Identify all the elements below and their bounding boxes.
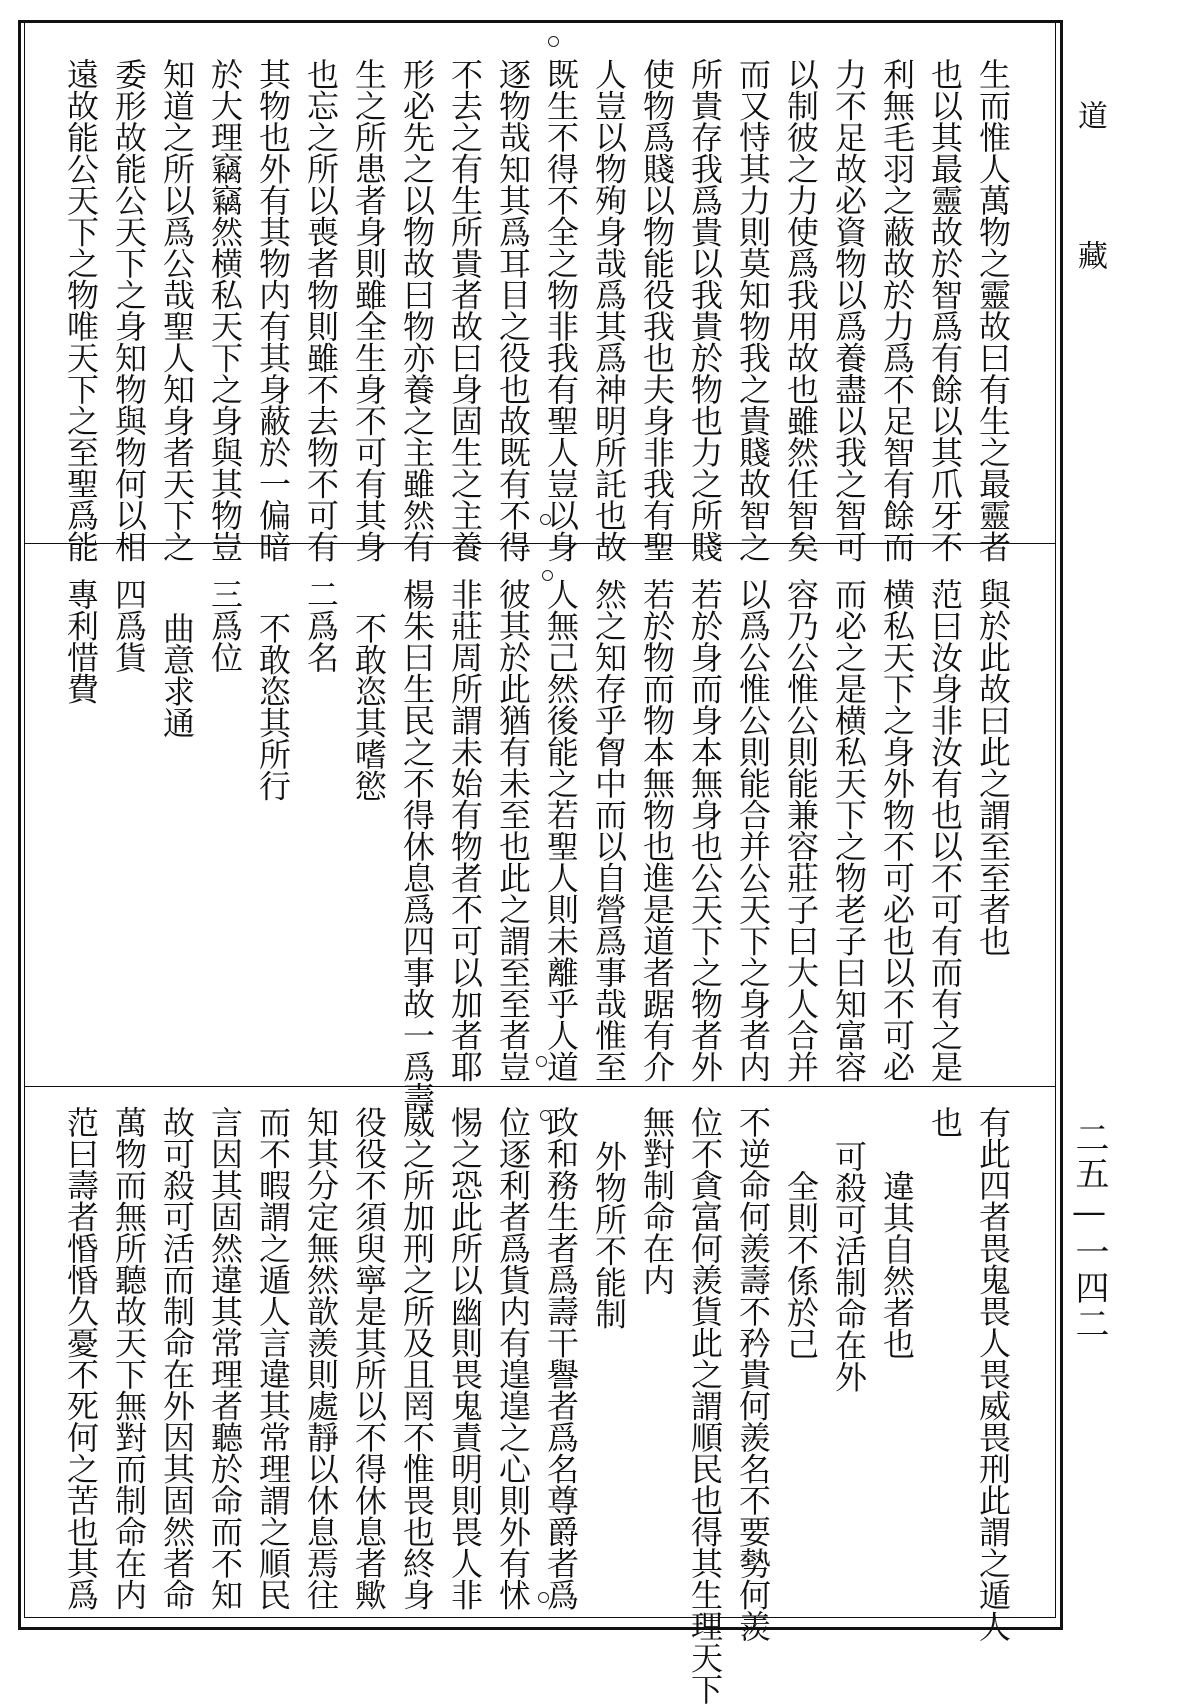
circle-mark xyxy=(542,570,553,581)
text-column: 有此四者畏鬼畏人畏威畏刑此謂之遁人 xyxy=(974,1106,1012,1642)
text-column: 所貴存我爲貴以我貴於物也力之所賤 xyxy=(686,58,724,562)
text-column: 若於物而物本無物也進是道者踞有介 xyxy=(638,578,676,1082)
text-column: 容乃公惟公則能兼容莊子曰大人合并 xyxy=(782,578,820,1082)
text-column: 萬物而無所聽故天下無對而制命在内 xyxy=(110,1106,148,1610)
text-column: 其物也外有其物内有其身蔽於一偏暗 xyxy=(254,58,292,562)
text-column: 既生不得不全之物非我有聖人豈以身 xyxy=(542,58,580,562)
text-column: 役役不須臾寧是其所以不得休息者歟 xyxy=(350,1106,388,1610)
text-column: 不逆命何羨壽不矜貴何羨名不要勢何羨 xyxy=(734,1106,772,1642)
text-column: 而不暇謂之遁人言違其常理謂之順民 xyxy=(254,1106,292,1610)
text-column: 人無己然後能之若聖人則未離乎人道 xyxy=(542,578,580,1082)
section-heading: 三爲位 xyxy=(206,578,244,673)
register-top xyxy=(62,58,1012,562)
circle-mark xyxy=(536,1056,547,1067)
text-column: 人豈以物殉身哉爲其爲神明所託也故 xyxy=(590,58,628,562)
text-column: 使物爲賤以物能役我也夫身非我有聖 xyxy=(638,58,676,562)
text-column: 也 xyxy=(926,1106,964,1138)
register-bottom xyxy=(62,1106,1012,1705)
text-column: 違其自然者也 xyxy=(878,1170,916,1359)
text-column: 楊朱曰生民之不得休息爲四事故一爲壽 xyxy=(398,578,436,1114)
text-column: 故可殺可活而制命在外因其固然者命 xyxy=(158,1106,196,1610)
text-column: 外物所不能制 xyxy=(590,1140,628,1329)
text-column: 惕之恐此所以幽則畏鬼責明則畏人非 xyxy=(446,1106,484,1610)
text-column: 利無毛羽之蔽故於力爲不足智有餘而 xyxy=(878,58,916,562)
text-column: 逐物哉知其爲耳目之役也故既有不得 xyxy=(494,58,532,562)
text-column: 位不貪富何羨貨此之謂順民也得其生理天下 xyxy=(686,1106,724,1705)
text-column: 專利惜費 xyxy=(62,578,100,704)
text-column: 不敢恣其嗜慾 xyxy=(350,612,388,801)
page-number: 二五—一四二 xyxy=(1069,1120,1109,1342)
text-column: 位逐利者爲貨内有遑遑之心則外有怵 xyxy=(494,1106,532,1610)
circle-mark xyxy=(540,1110,551,1121)
text-column: 威之所加刑之所及且罔不惟畏也終身 xyxy=(398,1106,436,1610)
text-column: 言因其固然違其常理者聽於命而不知 xyxy=(206,1106,244,1610)
circle-mark xyxy=(538,1592,549,1603)
text-column: 然之知存乎胷中而以自營爲事哉惟至 xyxy=(590,578,628,1082)
text-column: 全則不係於己 xyxy=(782,1170,820,1359)
text-column: 范曰汝身非汝有也以不可有而有之是 xyxy=(926,578,964,1082)
text-column: 以制彼之力使爲我用故也雖然任智矣 xyxy=(782,58,820,562)
text-column: 横私天下之身外物不可必也以不可必 xyxy=(878,578,916,1082)
text-column: 不敢恣其所行 xyxy=(254,612,292,801)
text-column: 於大理竊竊然横私天下之身與其物豈 xyxy=(206,58,244,562)
text-column: 范曰壽者惛惛久憂不死何之苦也其爲 xyxy=(62,1106,100,1610)
text-column: 而必之是横私天下之物老子曰知富容 xyxy=(830,578,868,1082)
circle-mark xyxy=(548,36,559,47)
text-column: 曲意求通 xyxy=(158,612,196,738)
text-column: 非莊周所謂未始有物者不可以加者耶 xyxy=(446,578,484,1082)
text-column: 知其分定無然歆羨則處靜以休息焉往 xyxy=(302,1106,340,1610)
circle-mark xyxy=(540,514,551,525)
text-column: 也忘之所以喪者物則雖不去物不可有 xyxy=(302,58,340,562)
text-column: 生而惟人萬物之靈故曰有生之最靈者 xyxy=(974,58,1012,562)
text-column: 知道之所以爲公哉聖人知身者天下之 xyxy=(158,58,196,562)
text-column: 不去之有生所貴者故曰身固生之主養 xyxy=(446,58,484,562)
register-middle xyxy=(62,578,1012,1114)
text-column: 可殺可活制命在外 xyxy=(830,1140,868,1392)
text-column: 力不足故必資物以爲養盡以我之智可 xyxy=(830,58,868,562)
collection-title: 道藏 xyxy=(1072,100,1107,380)
text-column: 形必先之以物故曰物亦養之主雖然有 xyxy=(398,58,436,562)
text-column: 而又恃其力則莫知物我之貴賤故智之 xyxy=(734,58,772,562)
text-column: 也以其最靈故於智爲有餘以其爪牙不 xyxy=(926,58,964,562)
text-column: 政和務生者爲壽干譽者爲名尊爵者爲 xyxy=(542,1106,580,1610)
section-heading: 二爲名 xyxy=(302,578,340,673)
text-column: 彼其於此猶有未至也此之謂至至者豈 xyxy=(494,578,532,1082)
section-heading: 四爲貨 xyxy=(110,578,148,673)
text-column: 委形故能公天下之身知物與物何以相 xyxy=(110,58,148,562)
text-column: 以爲公惟公則能合并公天下之身者内 xyxy=(734,578,772,1082)
text-column: 若於身而身本無身也公天下之物者外 xyxy=(686,578,724,1082)
text-column: 無對制命在内 xyxy=(638,1106,676,1295)
text-column: 遠故能公天下之物唯天下之至聖爲能 xyxy=(62,58,100,562)
text-column: 生之所患者身則雖全生身不可有其身 xyxy=(350,58,388,562)
text-column: 與於此故曰此之謂至至者也 xyxy=(974,578,1012,956)
